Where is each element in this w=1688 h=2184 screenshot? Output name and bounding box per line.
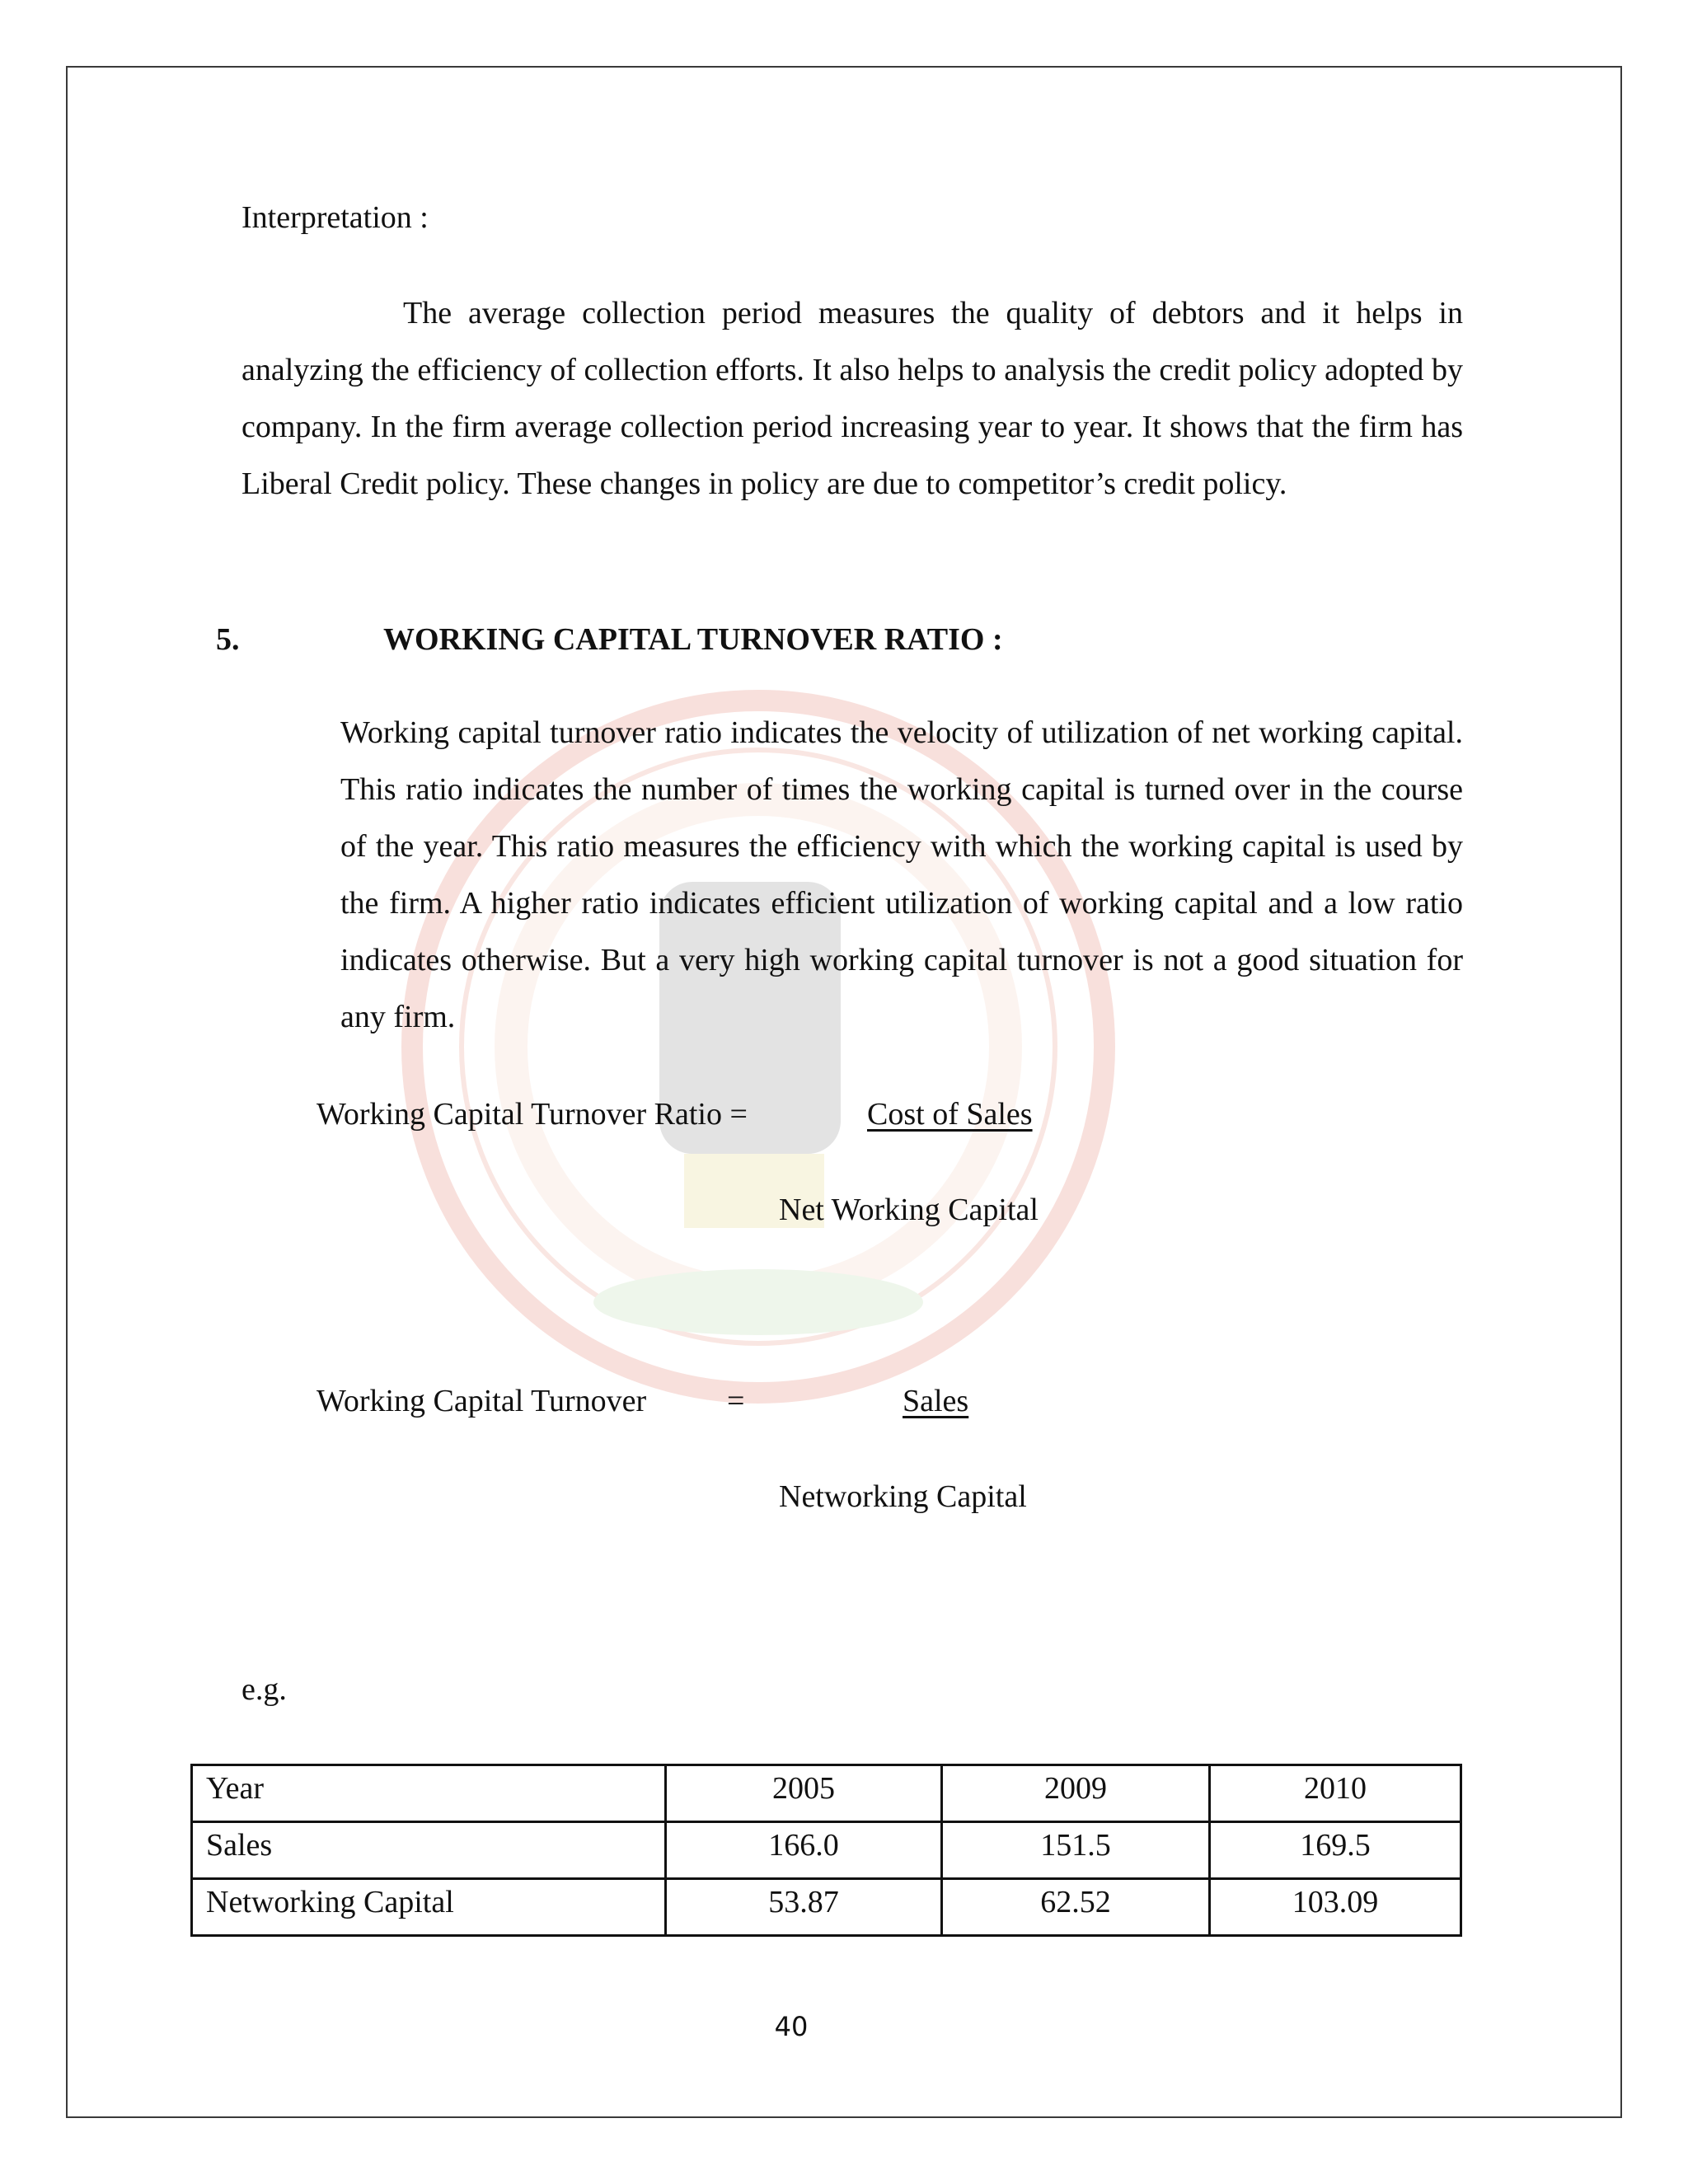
table-cell: 166.0 (666, 1822, 942, 1879)
table-cell: 62.52 (942, 1879, 1210, 1936)
interpretation-heading: Interpretation : (241, 200, 429, 235)
table-cell: 53.87 (666, 1879, 942, 1936)
table-row (192, 1822, 1461, 1879)
formula1-label: Working Capital Turnover Ratio = (316, 1097, 748, 1132)
formula2-equals: = (727, 1384, 745, 1418)
section-title: WORKING CAPITAL TURNOVER RATIO : (383, 622, 1003, 657)
table-cell: 2010 (1210, 1765, 1461, 1822)
table-cell: Networking Capital (192, 1879, 666, 1936)
interpretation-paragraph: The average collection period measures the quality of debtors and it helps in analyzing the efficiency of collection efforts. It also helps to analysis the credit policy adopted by company. In the firm average collection period increasing year to year. It shows that the firm has Liberal Credit policy. These changes in policy are due to competitor’s credit policy. (241, 296, 1463, 501)
formula1-denominator: Net Working Capital (779, 1193, 1039, 1227)
formula1-numerator: Cost of Sales (867, 1097, 1033, 1132)
table-cell: 103.09 (1210, 1879, 1461, 1936)
formula2-numerator: Sales (903, 1384, 969, 1418)
table-cell: Year (192, 1765, 666, 1822)
table-cell: 169.5 (1210, 1822, 1461, 1879)
section-paragraph: Working capital turnover ratio indicates the velocity of utilization of net working capital. This ratio indicates the number of times the working capital is turned over in the course of the year. This ratio measures the efficiency with which the working capital is used by the firm. A higher ratio indicates efficient utilization of working capital and a low ratio indicates otherwise. But a very high working capital turnover is not a good situation for any firm. (340, 715, 1463, 1034)
example-label: e.g. (241, 1672, 287, 1707)
table-cell: 151.5 (942, 1822, 1210, 1879)
formula2-label: Working Capital Turnover (316, 1384, 647, 1418)
formula2-denominator: Networking Capital (779, 1479, 1027, 1514)
table-row (192, 1879, 1461, 1936)
table-row (192, 1765, 1461, 1822)
ratio-data-table (190, 1764, 1462, 1937)
section-number: 5. (216, 622, 240, 657)
table-cell: 2009 (942, 1765, 1210, 1822)
table-cell: 2005 (666, 1765, 942, 1822)
table-cell: Sales (192, 1822, 666, 1879)
page-number: 40 (774, 2011, 809, 2042)
